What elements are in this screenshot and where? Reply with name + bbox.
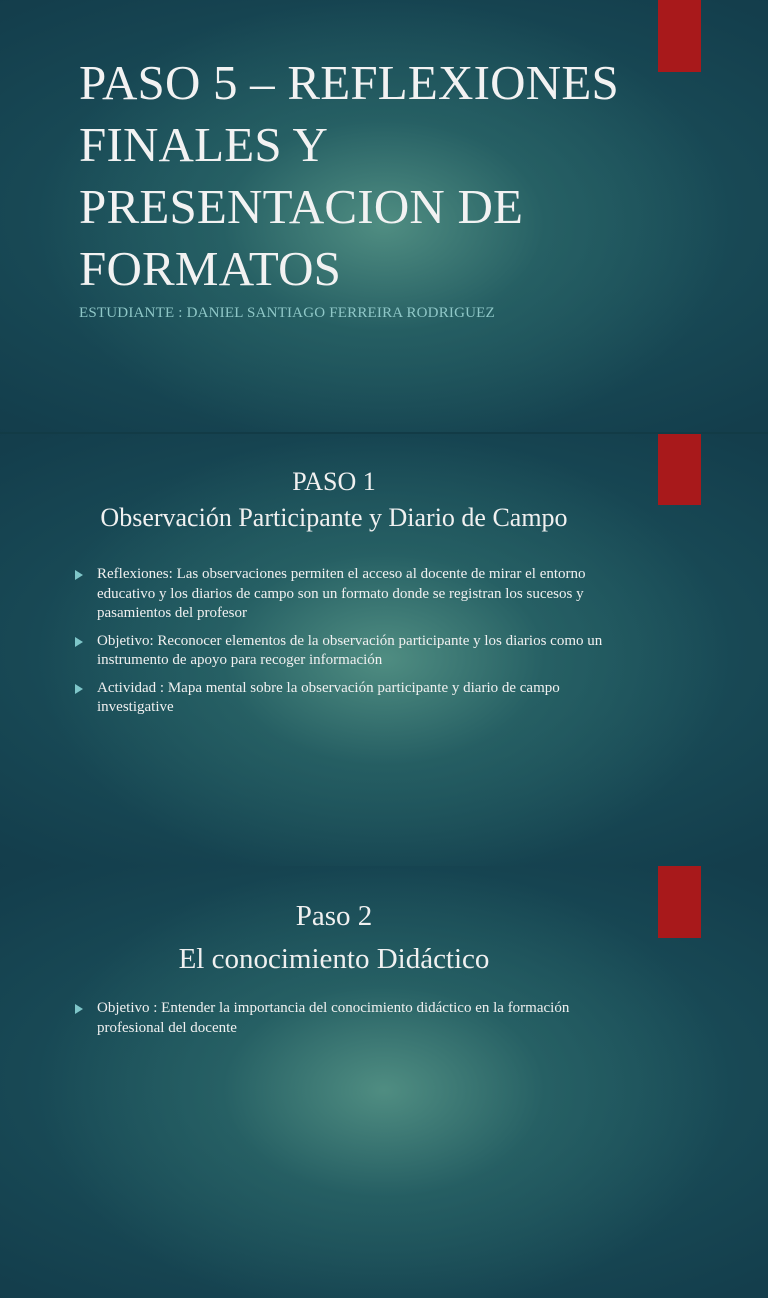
bullet-text: Actividad : Mapa mental sobre la observación participante y diario de campo investigative <box>97 679 560 715</box>
bullet-text: Objetivo : Entender la importancia del conocimiento didáctico en la formación profesional del docente <box>97 1000 570 1036</box>
triangle-right-icon <box>75 570 83 580</box>
slide-3[interactable] <box>0 866 768 1298</box>
triangle-right-icon <box>75 684 83 694</box>
slide-heading-step: Paso 2 <box>295 900 373 932</box>
slide-subtitle: ESTUDIANTE : DANIEL SANTIAGO FERREIRA RODRIGUEZ <box>79 305 495 321</box>
slide-heading-topic: Observación Participante y Diario de Campo <box>100 503 568 532</box>
bullet-list <box>75 565 635 726</box>
triangle-right-icon <box>75 637 83 647</box>
slide-1[interactable] <box>0 0 768 432</box>
bullet-text: Reflexiones: Las observaciones permiten el acceso al docente de mirar el entorno educativo y los diarios de campo son un formato donde se registran los sucesos y pasamientos del profesor <box>97 566 586 621</box>
list-item <box>75 632 635 671</box>
list-item <box>75 999 635 1038</box>
bullet-text: Objetivo: Reconocer elementos de la observación participante y los diarios como un instrumento de apoyo para recoger información <box>97 632 603 668</box>
slide-2[interactable] <box>0 434 768 866</box>
list-item <box>75 565 635 624</box>
bullet-list <box>75 999 635 1046</box>
slide-heading-step: PASO 1 <box>292 467 376 496</box>
slide-heading-topic: El conocimiento Didáctico <box>178 943 490 975</box>
triangle-right-icon <box>75 1004 83 1014</box>
list-item <box>75 679 635 718</box>
slide-title: PASO 5 – REFLEXIONES FINALES Y PRESENTACION DE FORMATOS <box>79 55 619 296</box>
